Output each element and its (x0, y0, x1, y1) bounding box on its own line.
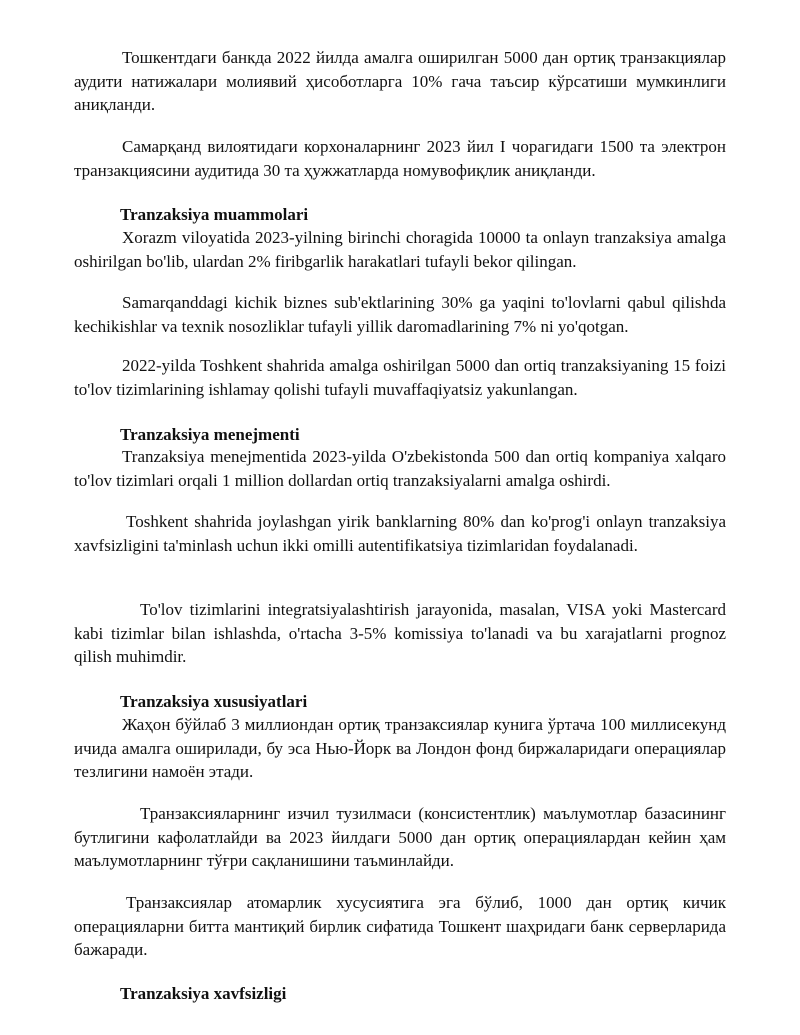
heading-transaction-problems: Tranzaksiya muammolari (120, 205, 309, 224)
paragraph-worldwide-speed: Жаҳон бўйлаб 3 миллиондан ортиқ транзаксиялар кунига ўртача 100 миллисекунд ичида амалга оширилади, бу эса Нью-Йорк ва Лондон фонд биржаларидаги операциялар тезлигини намоён этади. (74, 715, 726, 781)
paragraph-audit-samarkand: Самарқанд вилоятидаги корхоналарнинг 2023 йил I чорагидаги 1500 та электрон транзакциясини аудитида 30 та ҳужжатларда номувофиқлик аниқланди. (74, 137, 726, 180)
paragraph-samarkand-business: Samarqanddagi kichik biznes sub'ektlarining 30% ga yaqini to'lovlarni qabul qilishda kechikishlar va texnik nosozliklar tufayli yillik daromadlarining 7% ni yo'qotgan. (74, 293, 726, 336)
heading-transaction-properties: Tranzaksiya xususiyatlari (120, 692, 308, 711)
heading-transaction-security: Tranzaksiya xavfsizligi (120, 984, 287, 1003)
paragraph-atomicity: Транзаксиялар атомарлик хусусиятига эга бўлиб, 1000 дан ортиқ кичик операцияларни битта мантиқий бирлик сифатида Тошкент шаҳридаги банк серверларида бажаради. (74, 893, 726, 959)
paragraph-khorezm-fraud: Xorazm viloyatida 2023-yilning birinchi choragida 10000 ta onlayn tranzaksiya amalga oshirilgan bo'lib, ulardan 2% firibgarlik harakatlari tufayli bekor qilingan. (74, 228, 726, 271)
heading-transaction-management: Tranzaksiya menejmenti (120, 425, 300, 444)
paragraph-two-factor-auth: Toshkent shahrida joylashgan yirik banklarning 80% dan ko'prog'i onlayn tranzaksiya xavfsizligini ta'minlash uchun ikki omilli autentifikatsiya tizimlaridan foydalanadi. (74, 512, 726, 555)
paragraph-payment-integration: To'lov tizimlarini integratsiyalashtirish jarayonida, masalan, VISA yoki Mastercard kabi tizimlar bilan ishlashda, o'rtacha 3-5% komissiya to'lanadi va bu xarajatlarni prognoz qilish muhimdir. (74, 600, 726, 666)
paragraph-international-payments: Tranzaksiya menejmentida 2023-yilda O'zbekistonda 500 dan ortiq kompaniya xalqaro to'lov tizimlari orqali 1 million dollardan ortiq tranzaksiyalarni amalga oshirdi. (74, 447, 726, 490)
paragraph-tashkent-failures: 2022-yilda Toshkent shahrida amalga oshirilgan 5000 dan ortiq tranzaksiyaning 15 foizi to'lov tizimlarining ishlamay qolishi tufayli muvaffaqiyatsiz yakunlangan. (74, 356, 726, 399)
paragraph-consistency: Транзаксияларнинг изчил тузилмаси (консистентлик) маълумотлар базасининг бутлигини кафолатлайди ва 2023 йилдаги 5000 дан ортиқ операциялардан кейин ҳам маълумотларнинг тўғри сақланишини таъминлайди. (74, 804, 726, 870)
paragraph-audit-tashkent: Тошкентдаги банкда 2022 йилда амалга оширилган 5000 дан ортиқ транзакциялар аудити натижалари молиявий ҳисоботларга 10% гача таъсир кўрсатиши мумкинлиги аниқланди. (74, 48, 726, 114)
